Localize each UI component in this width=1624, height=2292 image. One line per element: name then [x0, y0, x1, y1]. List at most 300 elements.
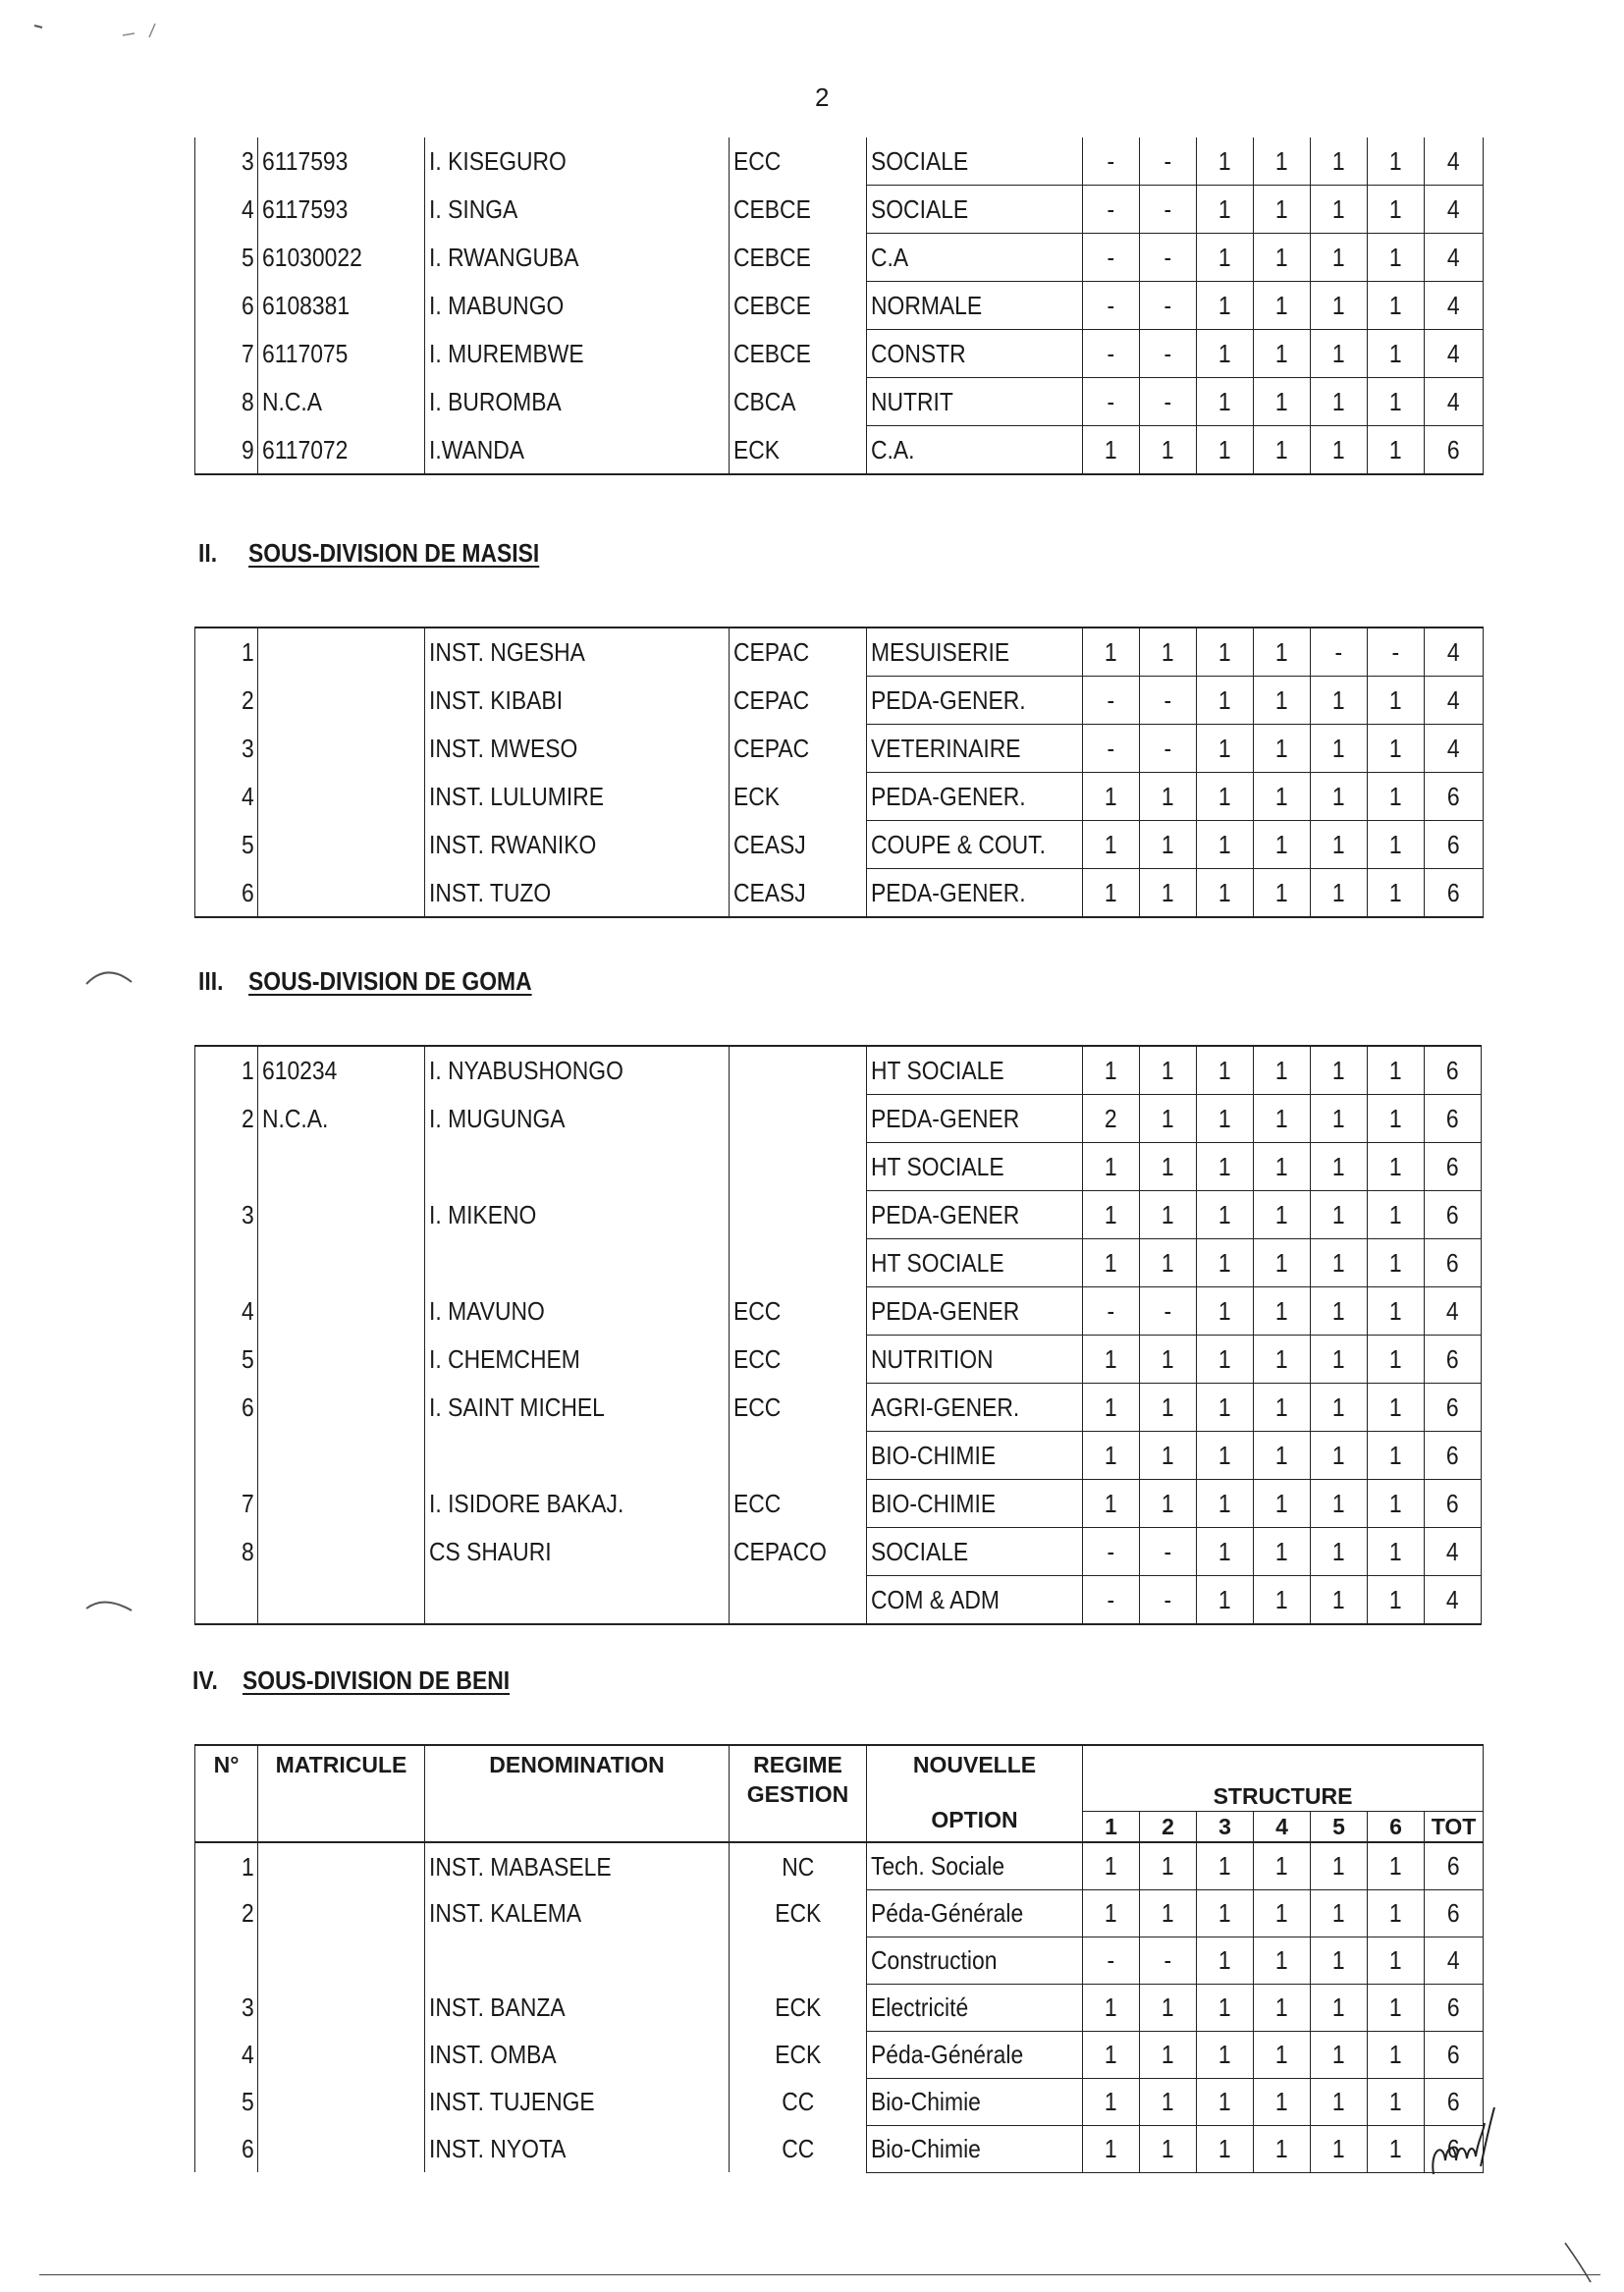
row-total: [1425, 821, 1484, 869]
row-structure-6: [1368, 1576, 1425, 1625]
row-structure-2-text: -: [1164, 387, 1172, 416]
header-structure-col-5: 5: [1311, 1812, 1368, 1843]
row-option-text: NUTRIT: [871, 387, 953, 416]
row-structure-1-text: -: [1107, 243, 1115, 272]
row-matricule: [258, 2125, 425, 2172]
row-total: [1425, 137, 1484, 186]
row-structure-6: [1368, 1336, 1425, 1384]
row-number: [195, 677, 258, 725]
row-structure-2: [1140, 1842, 1197, 1889]
row-structure-4-text: 1: [1275, 782, 1288, 811]
row-option: [867, 1984, 1083, 2031]
row-matricule-text: 6117075: [262, 339, 349, 368]
row-regime: [730, 677, 867, 725]
row-structure-1-text: 1: [1105, 1898, 1117, 1928]
row-regime: [730, 821, 867, 869]
row-structure-5: [1311, 2078, 1368, 2125]
row-structure-1: [1083, 1528, 1140, 1576]
row-structure-2-text: -: [1164, 734, 1172, 763]
table-row: [195, 426, 1484, 475]
row-structure-3: [1197, 1480, 1254, 1528]
row-denomination: [425, 137, 730, 186]
row-structure-6: [1368, 426, 1425, 475]
row-structure-3: [1197, 1191, 1254, 1239]
row-structure-6-text: 1: [1389, 830, 1402, 859]
row-structure-5: [1311, 1095, 1368, 1143]
row-structure-5-text: 1: [1332, 1104, 1345, 1133]
scan-artifact-top-left: [29, 14, 157, 43]
section-heading-goma: [198, 966, 532, 997]
row-structure-3-text: 1: [1218, 1585, 1231, 1614]
row-structure-2: [1140, 1528, 1197, 1576]
row-number: [195, 282, 258, 330]
row-regime: [730, 1239, 867, 1287]
row-structure-5-text: 1: [1332, 878, 1345, 907]
row-structure-1-text: -: [1107, 339, 1115, 368]
row-structure-1: [1083, 1480, 1140, 1528]
row-structure-6: [1368, 2125, 1425, 2172]
row-structure-3-text: 1: [1218, 1992, 1231, 2022]
row-structure-1: [1083, 1239, 1140, 1287]
row-denomination: [425, 2031, 730, 2078]
row-structure-1-text: 1: [1105, 1489, 1117, 1518]
row-structure-4-text: 1: [1275, 243, 1288, 272]
row-denomination-text: I. KISEGURO: [429, 146, 567, 177]
table-row: [195, 2125, 1484, 2172]
table-row: [195, 1384, 1482, 1432]
row-structure-6-text: 1: [1389, 1851, 1402, 1882]
row-number: [195, 137, 258, 186]
row-matricule-text: N.C.A: [262, 387, 323, 416]
row-total-text: 6: [1447, 782, 1460, 811]
row-structure-1: [1083, 1984, 1140, 2031]
row-option-text: BIO-CHIMIE: [871, 1489, 997, 1518]
table-row: [195, 821, 1484, 869]
row-option: [867, 2125, 1083, 2172]
row-structure-4: [1254, 2031, 1311, 2078]
row-total-text: 6: [1446, 1200, 1459, 1229]
row-total: [1425, 725, 1484, 773]
row-option: [867, 1143, 1083, 1191]
row-structure-2: [1140, 1143, 1197, 1191]
row-structure-4-text: 1: [1275, 387, 1288, 416]
row-structure-5-text: 1: [1332, 1152, 1345, 1181]
row-structure-4: [1254, 821, 1311, 869]
row-structure-5-text: 1: [1332, 1489, 1345, 1518]
row-structure-1: [1083, 1191, 1140, 1239]
row-structure-5: [1311, 773, 1368, 821]
row-structure-3-text: 1: [1218, 1441, 1231, 1470]
row-structure-2-text: 1: [1162, 1344, 1174, 1374]
row-structure-4: [1254, 1191, 1311, 1239]
row-option-text: PEDA-GENER.: [871, 878, 1026, 907]
row-total: [1425, 628, 1484, 677]
row-structure-6: [1368, 2031, 1425, 2078]
row-structure-2-text: 1: [1162, 830, 1174, 859]
row-structure-6-text: 1: [1389, 1898, 1402, 1928]
row-structure-5-text: 1: [1332, 1200, 1345, 1229]
row-option: [867, 2031, 1083, 2078]
row-regime: [730, 1984, 867, 2031]
row-matricule-text: 6117593: [262, 146, 349, 177]
row-structure-4: [1254, 1576, 1311, 1625]
row-matricule: [258, 1480, 425, 1528]
row-structure-5-text: 1: [1332, 685, 1345, 715]
row-structure-1-text: 1: [1105, 637, 1117, 667]
corner-mark: [1561, 2239, 1600, 2288]
row-total: [1425, 330, 1484, 378]
row-structure-6: [1368, 1046, 1425, 1095]
row-regime: [730, 137, 867, 186]
row-structure-3-text: 1: [1218, 637, 1231, 667]
row-matricule-text: 610234: [262, 1056, 338, 1086]
row-structure-2: [1140, 426, 1197, 475]
row-denomination-text: INST. BANZA: [429, 1992, 566, 2022]
row-total-text: 6: [1446, 1056, 1459, 1085]
row-denomination: [425, 1095, 730, 1143]
row-structure-3-text: 1: [1218, 1392, 1231, 1422]
row-structure-6: [1368, 1432, 1425, 1480]
row-denomination-text: INST. MWESO: [429, 734, 578, 763]
row-structure-2-text: -: [1164, 146, 1172, 176]
row-structure-6-text: 1: [1389, 2134, 1402, 2163]
row-total-text: 6: [1446, 1392, 1459, 1422]
row-total-text: 6: [1447, 2087, 1460, 2116]
row-structure-3: [1197, 234, 1254, 282]
row-structure-5-text: 1: [1332, 1248, 1345, 1278]
row-total-text: 4: [1447, 734, 1460, 763]
row-structure-5: [1311, 330, 1368, 378]
row-number-text: 6: [241, 1392, 254, 1422]
row-structure-2-text: -: [1164, 243, 1172, 272]
row-matricule: [258, 1576, 425, 1625]
row-structure-6: [1368, 234, 1425, 282]
row-regime-text: CEBCE: [733, 339, 811, 368]
row-structure-3-text: 1: [1218, 291, 1231, 320]
row-option: [867, 186, 1083, 234]
row-structure-6-text: 1: [1389, 685, 1402, 715]
row-structure-3: [1197, 1336, 1254, 1384]
row-structure-6-text: 1: [1389, 1537, 1402, 1566]
row-structure-4-text: 1: [1275, 1945, 1288, 1975]
row-structure-5-text: 1: [1332, 435, 1345, 464]
row-regime: [730, 869, 867, 918]
row-structure-2: [1140, 1889, 1197, 1937]
row-option-text: C.A: [871, 243, 909, 272]
row-number-text: 6: [241, 877, 254, 907]
row-regime-text: NC: [781, 1851, 815, 1882]
row-matricule-text: 6108381: [262, 291, 351, 320]
row-regime-text: CEASJ: [733, 877, 806, 907]
row-matricule: [258, 2031, 425, 2078]
row-option-text: PEDA-GENER: [871, 1104, 1020, 1133]
row-denomination: [425, 378, 730, 426]
row-denomination-text: I. NYABUSHONGO: [429, 1056, 623, 1086]
row-option: [867, 1095, 1083, 1143]
row-structure-3-text: 1: [1218, 1296, 1231, 1326]
row-option-text: Bio-Chimie: [871, 2134, 981, 2163]
row-structure-1: [1083, 1336, 1140, 1384]
row-number-text: 1: [241, 1851, 254, 1882]
row-total-text: 4: [1447, 291, 1460, 320]
row-structure-6-text: 1: [1389, 782, 1402, 811]
row-number: [195, 1336, 258, 1384]
row-option: [867, 1384, 1083, 1432]
row-structure-5: [1311, 1889, 1368, 1937]
row-structure-3-text: 1: [1218, 830, 1231, 859]
header-structure-col-4: 4: [1254, 1812, 1311, 1843]
row-structure-3: [1197, 725, 1254, 773]
row-structure-5: [1311, 1046, 1368, 1095]
row-structure-1-text: -: [1107, 734, 1115, 763]
row-structure-1: [1083, 378, 1140, 426]
row-structure-6: [1368, 1191, 1425, 1239]
row-matricule: [258, 725, 425, 773]
table-row: [195, 137, 1484, 186]
row-structure-6-text: 1: [1389, 243, 1402, 272]
row-matricule: [258, 1095, 425, 1143]
row-matricule: [258, 628, 425, 677]
row-total-text: 4: [1447, 637, 1460, 667]
row-structure-3: [1197, 821, 1254, 869]
row-number-text: 2: [241, 685, 254, 715]
table-row: [195, 1937, 1484, 1984]
row-structure-6-text: 1: [1389, 1392, 1402, 1422]
row-denomination-text: INST. LULUMIRE: [429, 782, 604, 811]
row-denomination-text: I. SAINT MICHEL: [429, 1392, 605, 1422]
row-structure-2-text: -: [1164, 685, 1172, 715]
row-option: [867, 1480, 1083, 1528]
row-denomination-text: I. MUREMBWE: [429, 339, 584, 368]
row-structure-5-text: 1: [1332, 194, 1345, 224]
row-total-text: 6: [1447, 1898, 1460, 1928]
section-4-table: [194, 1744, 1484, 2173]
table-row: [195, 1842, 1484, 1889]
row-structure-4-text: 1: [1275, 1344, 1288, 1374]
row-total: [1425, 1046, 1482, 1095]
row-structure-1: [1083, 282, 1140, 330]
row-regime: [730, 725, 867, 773]
row-structure-4-text: 1: [1275, 2134, 1288, 2163]
row-option: [867, 1191, 1083, 1239]
row-matricule: [258, 773, 425, 821]
row-number-text: 2: [241, 1898, 254, 1928]
row-structure-2-text: 1: [1162, 1489, 1174, 1518]
row-structure-5: [1311, 1287, 1368, 1336]
section-3-table-body: [195, 1046, 1482, 1624]
row-structure-6: [1368, 1984, 1425, 2031]
section-4-table-header: [195, 1745, 1484, 1842]
row-regime: [730, 1143, 867, 1191]
row-structure-6-text: 1: [1389, 1104, 1402, 1133]
row-denomination: [425, 1889, 730, 1937]
row-structure-6-text: 1: [1389, 291, 1402, 320]
row-number-text: 4: [241, 782, 254, 811]
row-structure-4: [1254, 234, 1311, 282]
row-structure-4: [1254, 628, 1311, 677]
row-denomination: [425, 1191, 730, 1239]
row-denomination: [425, 1336, 730, 1384]
row-total: [1425, 1384, 1482, 1432]
row-structure-1-text: -: [1107, 1537, 1115, 1566]
row-regime: [730, 1384, 867, 1432]
row-regime-text: CEPAC: [733, 637, 810, 668]
row-option-text: VETERINAIRE: [871, 734, 1021, 763]
row-structure-5: [1311, 282, 1368, 330]
row-structure-3-text: 1: [1218, 2040, 1231, 2069]
row-denomination-text: I. ISIDORE BAKAJ.: [429, 1489, 624, 1518]
table-row: [195, 1046, 1482, 1095]
row-total: [1425, 1191, 1482, 1239]
row-number: [195, 2125, 258, 2172]
table-row: [195, 1239, 1482, 1287]
row-total-text: 6: [1447, 2040, 1460, 2069]
row-regime: [730, 282, 867, 330]
row-structure-4: [1254, 1432, 1311, 1480]
row-denomination: [425, 282, 730, 330]
row-structure-2-text: -: [1164, 339, 1172, 368]
row-structure-6-text: 1: [1389, 2087, 1402, 2116]
row-denomination: [425, 1528, 730, 1576]
row-option-text: COM & ADM: [871, 1585, 1000, 1614]
row-structure-5-text: 1: [1332, 1392, 1345, 1422]
row-option-text: Construction: [871, 1945, 998, 1975]
row-option-text: PEDA-GENER.: [871, 782, 1026, 811]
row-number: [195, 1842, 258, 1889]
row-structure-2-text: 1: [1162, 1056, 1174, 1085]
row-structure-5: [1311, 1239, 1368, 1287]
row-structure-2-text: -: [1164, 291, 1172, 320]
row-structure-5-text: 1: [1332, 387, 1345, 416]
row-number-text: 3: [241, 146, 254, 177]
row-denomination-text: INST. MABASELE: [429, 1851, 612, 1882]
row-structure-5-text: 1: [1332, 1344, 1345, 1374]
row-structure-6: [1368, 378, 1425, 426]
row-structure-2: [1140, 869, 1197, 918]
row-total-text: 6: [1447, 435, 1460, 464]
row-structure-3: [1197, 1384, 1254, 1432]
row-option-text: BIO-CHIMIE: [871, 1441, 997, 1470]
row-regime-text: ECK: [733, 434, 781, 464]
row-structure-4-text: 1: [1275, 1392, 1288, 1422]
row-number: [195, 1191, 258, 1239]
section-roman: II.: [198, 538, 218, 568]
row-structure-5-text: 1: [1332, 830, 1345, 859]
row-total-text: 4: [1446, 1585, 1459, 1614]
row-number-text: 5: [241, 1344, 254, 1374]
table-row: [195, 2078, 1484, 2125]
row-structure-3: [1197, 1095, 1254, 1143]
table-row: [195, 1576, 1482, 1625]
row-denomination-text: INST. NYOTA: [429, 2134, 567, 2163]
row-structure-5: [1311, 1937, 1368, 1984]
row-denomination: [425, 1842, 730, 1889]
row-structure-6: [1368, 2078, 1425, 2125]
row-total: [1425, 1937, 1484, 1984]
row-structure-1: [1083, 1095, 1140, 1143]
table-row: [195, 1143, 1482, 1191]
row-regime: [730, 1287, 867, 1336]
row-structure-5: [1311, 1143, 1368, 1191]
row-structure-5: [1311, 1480, 1368, 1528]
row-structure-1: [1083, 426, 1140, 475]
row-structure-4: [1254, 1143, 1311, 1191]
row-structure-1-text: -: [1107, 146, 1115, 176]
row-structure-4: [1254, 378, 1311, 426]
section-title: SOUS-DIVISION DE GOMA: [248, 966, 532, 996]
row-denomination: [425, 1576, 730, 1625]
row-structure-4: [1254, 1889, 1311, 1937]
row-structure-1-text: -: [1107, 1945, 1115, 1975]
row-denomination-text: INST. KALEMA: [429, 1898, 582, 1928]
row-structure-4: [1254, 1480, 1311, 1528]
row-structure-1: [1083, 1143, 1140, 1191]
table-row: [195, 628, 1484, 677]
row-structure-1: [1083, 821, 1140, 869]
row-structure-3-text: 1: [1218, 734, 1231, 763]
row-structure-6-text: 1: [1389, 2040, 1402, 2069]
row-structure-6: [1368, 1842, 1425, 1889]
row-structure-2: [1140, 378, 1197, 426]
row-structure-1: [1083, 1842, 1140, 1889]
row-structure-3: [1197, 869, 1254, 918]
row-structure-5-text: 1: [1332, 1056, 1345, 1085]
row-total: [1425, 1480, 1482, 1528]
row-denomination-text: INST. TUZO: [429, 877, 552, 907]
row-structure-1: [1083, 1384, 1140, 1432]
section-roman: III.: [198, 966, 224, 996]
row-structure-4-text: 1: [1275, 1898, 1288, 1928]
header-structure: STRUCTURE: [1083, 1745, 1484, 1812]
row-matricule: [258, 186, 425, 234]
row-regime-text: CEBCE: [733, 291, 811, 320]
table-row: [195, 725, 1484, 773]
row-structure-1: [1083, 773, 1140, 821]
row-option: [867, 1432, 1083, 1480]
row-option: [867, 330, 1083, 378]
row-structure-2-text: 1: [1162, 2087, 1174, 2116]
row-total: [1425, 378, 1484, 426]
row-total-text: 6: [1447, 878, 1460, 907]
row-structure-4-text: 1: [1275, 1585, 1288, 1614]
row-structure-5: [1311, 1528, 1368, 1576]
row-structure-1-text: 1: [1105, 878, 1117, 907]
row-structure-5: [1311, 1191, 1368, 1239]
row-number: [195, 1095, 258, 1143]
row-structure-5-text: 1: [1332, 2087, 1345, 2116]
header-structure-col-6: 6: [1368, 1812, 1425, 1843]
row-structure-1: [1083, 628, 1140, 677]
row-structure-5: [1311, 2125, 1368, 2172]
row-matricule-text: N.C.A.: [262, 1104, 329, 1133]
row-structure-3-text: 1: [1218, 1945, 1231, 1975]
row-denomination-text: I. MIKENO: [429, 1200, 537, 1229]
row-structure-6-text: 1: [1389, 1152, 1402, 1181]
row-structure-4: [1254, 2125, 1311, 2172]
row-denomination-text: I.WANDA: [429, 434, 525, 464]
row-structure-6: [1368, 1480, 1425, 1528]
row-structure-3-text: 1: [1218, 878, 1231, 907]
table-row: [195, 677, 1484, 725]
row-number: [195, 2031, 258, 2078]
row-denomination: [425, 677, 730, 725]
row-regime-text: ECK: [774, 1992, 822, 2022]
row-structure-2: [1140, 1432, 1197, 1480]
row-structure-5: [1311, 725, 1368, 773]
row-structure-6: [1368, 1528, 1425, 1576]
row-regime: [730, 2031, 867, 2078]
table-row: [195, 234, 1484, 282]
